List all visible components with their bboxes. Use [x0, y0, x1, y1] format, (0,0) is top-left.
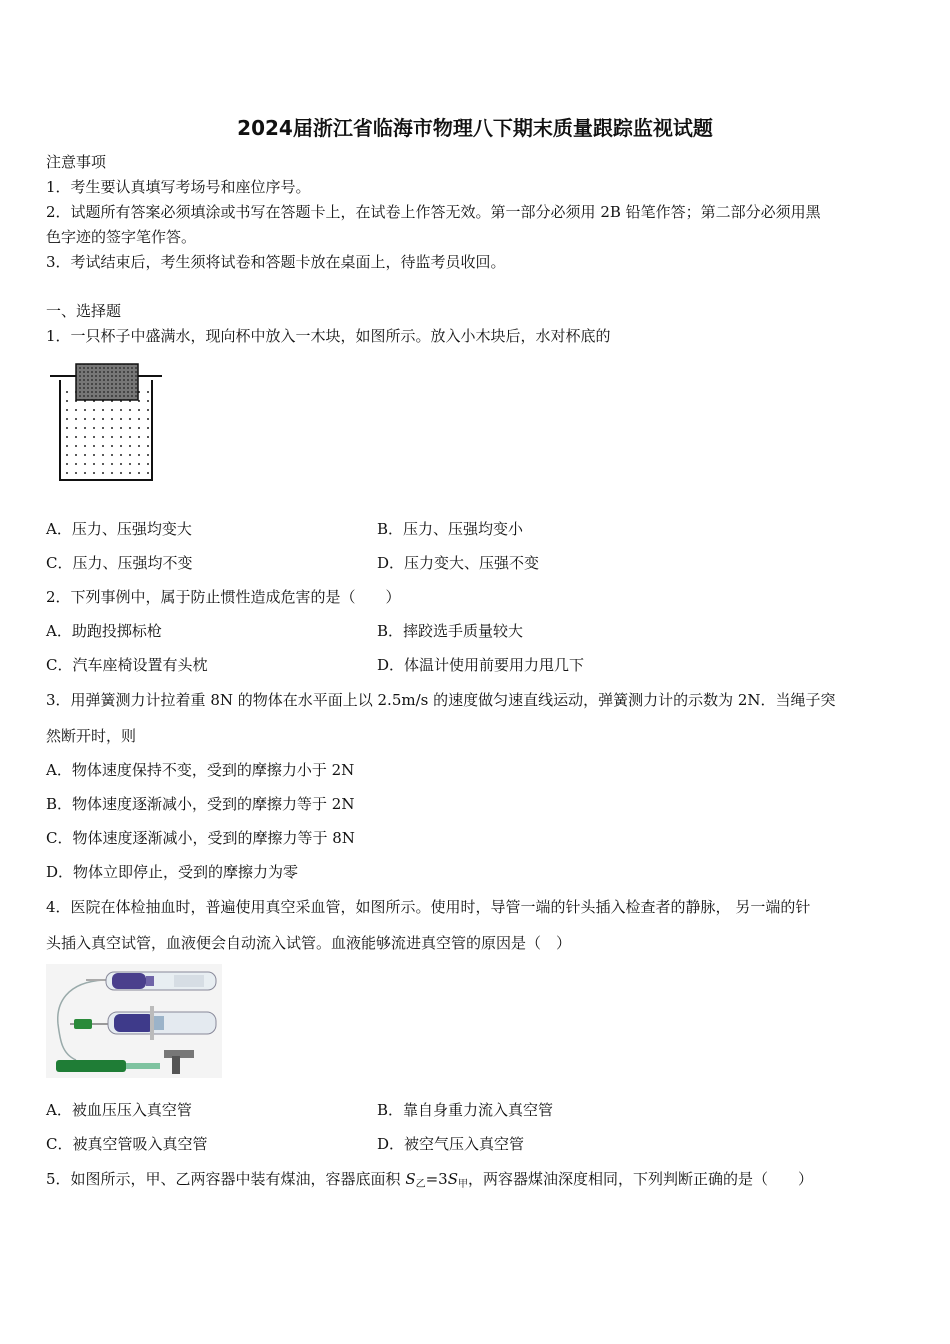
q5-symbol-s2: S	[447, 1170, 459, 1188]
q3-option-b[interactable]: B．物体速度逐渐减小，受到的摩擦力等于 2N	[46, 795, 355, 813]
q5-stem	[46, 1169, 813, 1195]
q1-option-a[interactable]: A．压力、压强均变大	[46, 520, 192, 538]
vacuum-blood-tube-figure	[46, 964, 222, 1078]
q1-stem: 1．一只杯子中盛满水，现向杯中放入一木块，如图所示。放入小木块后，水对杯底的	[46, 327, 611, 345]
q4-option-d[interactable]: D．被空气压入真空管	[377, 1135, 525, 1153]
q5-subscript-jia: 甲	[458, 1179, 469, 1190]
q4-stem-cont: 头插入真空试管，血液便会自动流入试管。血液能够流进真空管的原因是（ ）	[46, 934, 572, 952]
q2-option-b[interactable]: B．摔跤选手质量较大	[377, 622, 524, 640]
notice-heading: 注意事项	[46, 153, 107, 171]
q2-option-d[interactable]: D．体温计使用前要用力甩几下	[377, 656, 585, 674]
q5-symbol-s1: S	[405, 1170, 416, 1188]
q5-stem-part2: ，两容器煤油深度相同，下列判断正确的是（ ）	[468, 1170, 814, 1188]
section-heading: 一、选择题	[46, 302, 122, 320]
q3-option-a[interactable]: A．物体速度保持不变，受到的摩擦力小于 2N	[46, 761, 355, 779]
notice-item-3: 3．考试结束后，考生须将试卷和答题卡放在桌面上，待监考员收回。	[46, 253, 506, 271]
notice-item-2: 2．试题所有答案必须填涂或书写在答题卡上，在试卷上作答无效。第一部分必须用 2B 铅笔作答；第二部分必须用黑	[46, 203, 821, 221]
q3-stem: 3．用弹簧测力计拉着重 8N 的物体在水平面上以 2.5m/s 的速度做匀速直线运动，弹簧测力计的示数为 2N．当绳子突	[46, 691, 836, 709]
q4-stem: 4．医院在体检抽血时，普遍使用真空采血管，如图所示。使用时，导管一端的针头插入检查者的静脉， 另一端的针	[46, 898, 811, 916]
q1-option-d[interactable]: D．压力变大、压强不变	[377, 554, 540, 572]
q5-equals: =3	[425, 1170, 448, 1188]
q2-stem: 2．下列事例中，属于防止惯性造成危害的是（ ）	[46, 588, 401, 606]
q2-option-c[interactable]: C．汽车座椅设置有头枕	[46, 656, 208, 674]
q1-option-c[interactable]: C．压力、压强均不变	[46, 554, 193, 572]
q5-subscript-yi: 乙	[415, 1179, 426, 1190]
q4-option-c[interactable]: C．被真空管吸入真空管	[46, 1135, 208, 1153]
q3-option-c[interactable]: C．物体速度逐渐减小，受到的摩擦力等于 8N	[46, 829, 355, 847]
q3-stem-cont: 然断开时，则	[46, 727, 137, 745]
page-title: 2024届浙江省临海市物理八下期末质量跟踪监视试题	[237, 116, 713, 140]
cup-with-wood-figure	[46, 362, 166, 484]
q1-option-b[interactable]: B．压力、压强均变小	[377, 520, 524, 538]
q4-option-b[interactable]: B．靠自身重力流入真空管	[377, 1101, 554, 1119]
notice-item-2-cont: 色字迹的签字笔作答。	[46, 228, 197, 246]
q2-option-a[interactable]: A．助跑投掷标枪	[46, 622, 162, 640]
q3-option-d[interactable]: D．物体立即停止，受到的摩擦力为零	[46, 863, 299, 881]
q5-stem-part1: 5．如图所示，甲、乙两容器中装有煤油，容器底面积	[46, 1170, 406, 1188]
q4-option-a[interactable]: A．被血压压入真空管	[46, 1101, 192, 1119]
notice-item-1: 1．考生要认真填写考场号和座位序号。	[46, 178, 311, 196]
